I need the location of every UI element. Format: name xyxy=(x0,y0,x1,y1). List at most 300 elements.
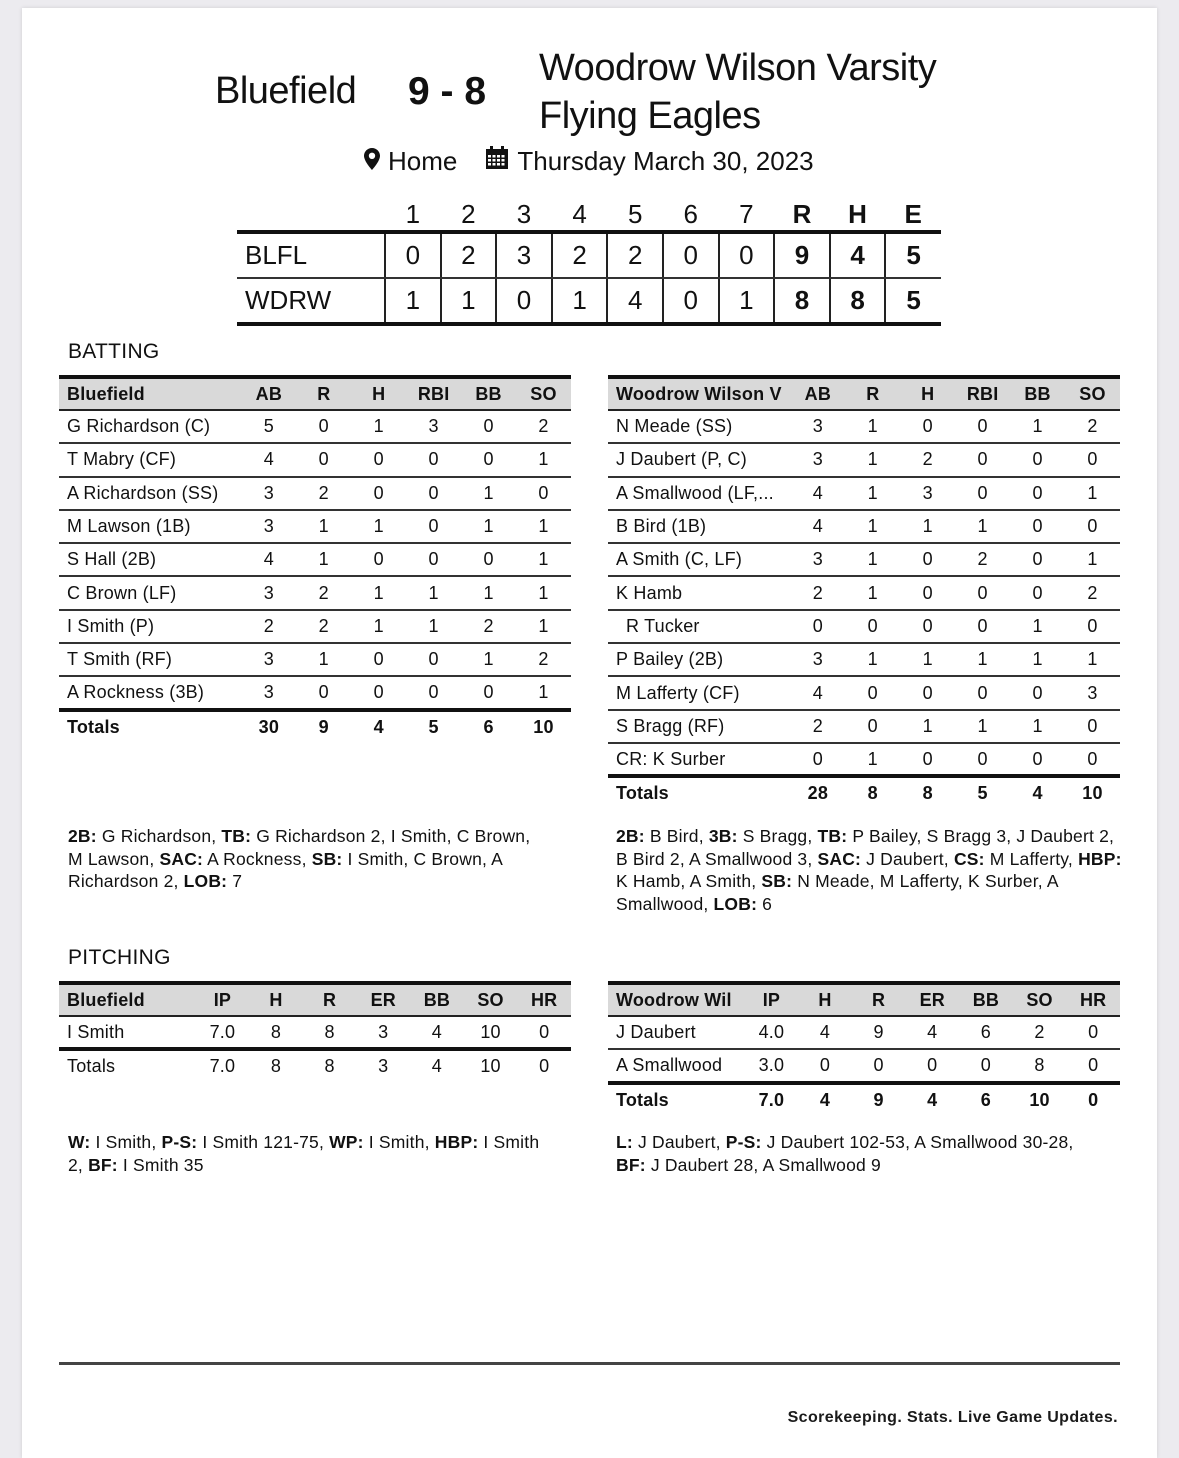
note-label: P-S: xyxy=(161,1132,198,1152)
footer-divider xyxy=(59,1362,1120,1365)
calendar-icon xyxy=(485,146,509,177)
stat-cell: 4.0 xyxy=(745,1016,799,1049)
inning-header: 2 xyxy=(461,198,476,229)
totals-cell: 8 xyxy=(324,1056,335,1077)
stat-cell: 0 xyxy=(955,443,1010,476)
stat-cell: 1 xyxy=(955,710,1010,743)
totals-cell: 0 xyxy=(539,1056,550,1077)
stat-cell: 0 xyxy=(517,1016,571,1049)
column-header: BB xyxy=(410,983,464,1016)
stat-cell: 0 xyxy=(955,410,1010,443)
stat-cell: 0 xyxy=(1010,510,1065,543)
stat-cell: 1 xyxy=(1065,543,1120,576)
stat-cell: 3 xyxy=(241,576,296,609)
stat-cell: 0 xyxy=(900,610,955,643)
batting-table-home xyxy=(59,375,571,743)
table-header xyxy=(608,377,1120,410)
stat-cell: 6 xyxy=(959,1016,1013,1049)
stat-cell: 0 xyxy=(351,477,406,510)
player-name[interactable]: A Smith (C, LF) xyxy=(608,543,790,576)
team-header: Bluefield xyxy=(59,983,196,1016)
stat-cell: 1 xyxy=(516,576,571,609)
column-header: SO xyxy=(516,377,571,410)
stat-cell: 3 xyxy=(241,477,296,510)
column-header: HR xyxy=(517,983,571,1016)
note-label: LOB: xyxy=(183,871,228,891)
game-header xyxy=(22,8,1157,176)
table-row xyxy=(608,610,1120,643)
note-label: BF: xyxy=(88,1154,118,1175)
batting-table-away xyxy=(608,375,1120,810)
inning-score: 0 xyxy=(663,232,719,278)
stat-cell: 0 xyxy=(1065,443,1120,476)
note-text: 6 xyxy=(757,893,773,914)
stat-cell: 0 xyxy=(1066,1016,1120,1049)
stat-cell: 0 xyxy=(296,443,351,476)
note-text: I Smith, C Brown, A Richardson 2, xyxy=(68,848,503,891)
table-row xyxy=(608,743,1120,776)
totals-cell: 30 xyxy=(258,716,280,737)
stat-cell: 0 xyxy=(1065,610,1120,643)
stat-cell: 10 xyxy=(464,1016,518,1049)
player-name[interactable]: J Daubert (P, C) xyxy=(608,443,790,476)
note-label: 2B: xyxy=(68,826,97,846)
line-score-header xyxy=(237,198,941,232)
stat-cell: 2 xyxy=(296,576,351,609)
column-header: ER xyxy=(356,983,410,1016)
totals-cell: 28 xyxy=(807,783,829,804)
column-header: H xyxy=(351,377,406,410)
stat-cell: 8 xyxy=(303,1016,357,1049)
stat-cell: 1 xyxy=(845,443,900,476)
stat-cell: 3 xyxy=(241,510,296,543)
stat-cell: 2 xyxy=(900,443,955,476)
stat-cell: 0 xyxy=(351,543,406,576)
stat-cell: 0 xyxy=(900,743,955,776)
totals-row xyxy=(59,710,571,743)
totals-cell: 10 xyxy=(1082,783,1103,804)
note-label: W: xyxy=(68,1132,91,1152)
line-score-table xyxy=(237,198,941,326)
stat-cell: 3 xyxy=(1065,676,1120,709)
table-row xyxy=(608,643,1120,676)
stat-cell: 1 xyxy=(296,643,351,676)
totals-cell: 4 xyxy=(819,1089,831,1110)
inning-header: 3 xyxy=(516,198,532,229)
stat-cell: 1 xyxy=(845,543,900,576)
hits-header: H xyxy=(848,198,867,229)
inning-score: 0 xyxy=(663,278,719,324)
stat-cell: 0 xyxy=(351,643,406,676)
stat-cell: 0 xyxy=(1010,543,1065,576)
team-abbr: BLFL xyxy=(237,232,385,278)
header-row xyxy=(608,983,1120,1016)
inning-score: 0 xyxy=(719,232,775,278)
table-row xyxy=(59,1016,571,1049)
stat-cell: 7.0 xyxy=(196,1016,250,1049)
stat-cell: 1 xyxy=(1010,643,1065,676)
stat-cell: 1 xyxy=(845,410,900,443)
table-row xyxy=(59,576,571,609)
stat-cell: 4 xyxy=(905,1016,959,1049)
stat-cell: 2 xyxy=(1065,410,1120,443)
inning-score: 4 xyxy=(607,278,663,324)
player-name[interactable]: C Brown (LF) xyxy=(59,576,241,609)
stat-cell: 1 xyxy=(845,743,900,776)
stat-cell: 4 xyxy=(241,443,296,476)
table-row xyxy=(608,443,1120,476)
line-score-row-home xyxy=(237,232,941,278)
table-row xyxy=(608,510,1120,543)
stat-cell: 8 xyxy=(1013,1049,1067,1082)
stat-cell: 0 xyxy=(406,477,461,510)
totals-cell: 7.0 xyxy=(209,1056,236,1077)
stat-cell: 0 xyxy=(1010,743,1065,776)
table-row xyxy=(608,543,1120,576)
totals-cell: 5 xyxy=(977,783,988,804)
player-name[interactable]: I Smith (P) xyxy=(59,610,241,643)
player-name[interactable]: B Bird (1B) xyxy=(608,510,790,543)
inning-header: 1 xyxy=(405,198,421,229)
stat-cell: 4 xyxy=(410,1016,464,1049)
inning-score: 0 xyxy=(385,232,441,278)
stat-cell: 0 xyxy=(516,477,571,510)
stat-cell: 1 xyxy=(516,510,571,543)
totals-cell: 6 xyxy=(483,716,494,737)
stat-cell: 1 xyxy=(1010,410,1065,443)
stat-cell: 2 xyxy=(790,710,845,743)
totals-cell: 4 xyxy=(1032,783,1043,804)
away-team-name-line2: Flying Eagles xyxy=(539,95,761,137)
inning-header: 4 xyxy=(572,198,587,229)
note-label: HBP: xyxy=(434,1132,479,1152)
team-header: Woodrow Wilson V xyxy=(608,377,790,410)
player-name[interactable]: R Tucker xyxy=(608,610,790,643)
inning-header: 7 xyxy=(739,198,754,229)
stat-cell: 3 xyxy=(790,410,845,443)
stat-cell: 0 xyxy=(852,1049,906,1082)
column-header: H xyxy=(900,377,955,410)
stat-cell: 1 xyxy=(1010,710,1065,743)
stat-cell: 0 xyxy=(900,576,955,609)
stat-cell: 1 xyxy=(845,643,900,676)
player-name[interactable]: T Mabry (CF) xyxy=(59,443,241,476)
player-name[interactable]: M Lafferty (CF) xyxy=(608,676,790,709)
stat-cell: 4 xyxy=(241,543,296,576)
note-label: HBP: xyxy=(1078,848,1122,869)
note-label: SB: xyxy=(761,871,793,891)
note-text: I Smith, xyxy=(90,1132,162,1152)
total-runs: 8 xyxy=(774,278,830,324)
note-label: CS: xyxy=(953,848,985,869)
stat-cell: 0 xyxy=(296,676,351,709)
stat-cell: 0 xyxy=(900,543,955,576)
table-row xyxy=(59,543,571,576)
stat-cell: 0 xyxy=(296,410,351,443)
column-header: RBI xyxy=(955,377,1010,410)
stat-cell: 1 xyxy=(516,610,571,643)
team-abbr: WDRW xyxy=(237,278,385,324)
inning-header: 5 xyxy=(627,198,643,229)
stat-cell: 2 xyxy=(516,643,571,676)
stat-cell: 0 xyxy=(790,610,845,643)
stat-cell: 2 xyxy=(296,477,351,510)
player-name[interactable]: J Daubert xyxy=(608,1016,745,1049)
totals-label: Totals xyxy=(616,1089,669,1110)
batting-notes-away xyxy=(616,825,1126,915)
line-score-row-away xyxy=(237,278,941,324)
stat-cell: 0 xyxy=(461,410,516,443)
totals-cell: 8 xyxy=(867,783,878,804)
boxscore-sheet xyxy=(22,8,1157,1458)
column-header: R xyxy=(303,983,357,1016)
stat-cell: 1 xyxy=(461,477,516,510)
note-text: B Bird, xyxy=(644,826,709,846)
stat-cell: 3 xyxy=(406,410,461,443)
stat-cell: 1 xyxy=(955,510,1010,543)
totals-label: Totals xyxy=(616,783,669,804)
stat-cell: 1 xyxy=(845,477,900,510)
stat-cell: 0 xyxy=(351,443,406,476)
stat-cell: 8 xyxy=(249,1016,303,1049)
pitching-table-away xyxy=(608,981,1120,1116)
totals-cell: 8 xyxy=(922,783,933,804)
header-row xyxy=(59,377,571,410)
stat-cell: 9 xyxy=(852,1016,906,1049)
stat-cell: 1 xyxy=(900,710,955,743)
player-name[interactable]: A Richardson (SS) xyxy=(59,477,241,510)
note-label: TB: xyxy=(817,826,848,846)
stat-cell: 0 xyxy=(790,743,845,776)
stat-cell: 4 xyxy=(790,477,845,510)
inning-score: 1 xyxy=(441,278,497,324)
stat-cell: 0 xyxy=(955,576,1010,609)
column-header: SO xyxy=(464,983,518,1016)
table-row xyxy=(608,477,1120,510)
stat-cell: 3 xyxy=(356,1016,410,1049)
stat-cell: 0 xyxy=(406,443,461,476)
team-header: Woodrow Wil xyxy=(608,983,745,1016)
note-label: P-S: xyxy=(725,1132,762,1152)
table-row xyxy=(608,1049,1120,1082)
column-header: IP xyxy=(196,983,250,1016)
player-name[interactable]: N Meade (SS) xyxy=(608,410,790,443)
totals-cell: 4 xyxy=(373,716,384,737)
player-name[interactable]: I Smith xyxy=(59,1016,196,1049)
stat-cell: 0 xyxy=(1010,443,1065,476)
note-text: J Daubert 28, A Smallwood 9 xyxy=(645,1154,881,1175)
note-text: A Rockness, xyxy=(203,848,312,869)
game-meta xyxy=(364,146,814,177)
stat-cell: 1 xyxy=(406,576,461,609)
header-row xyxy=(608,377,1120,410)
stat-cell: 1 xyxy=(516,543,571,576)
stat-cell: 1 xyxy=(351,410,406,443)
stat-cell: 2 xyxy=(461,610,516,643)
column-header: HR xyxy=(1066,983,1120,1016)
stat-cell: 2 xyxy=(1013,1016,1067,1049)
column-header: BB xyxy=(1010,377,1065,410)
game-location: Home xyxy=(388,146,458,176)
note-text: M Lafferty, xyxy=(984,848,1079,869)
stat-cell: 1 xyxy=(516,676,571,709)
stat-cell: 3 xyxy=(790,443,845,476)
totals-cell: 8 xyxy=(270,1056,282,1077)
stat-cell: 1 xyxy=(845,510,900,543)
stat-cell: 0 xyxy=(900,676,955,709)
stat-cell: 2 xyxy=(296,610,351,643)
note-label: TB: xyxy=(221,826,252,846)
stat-cell: 2 xyxy=(241,610,296,643)
column-header: SO xyxy=(1065,377,1120,410)
stat-cell: 0 xyxy=(1010,576,1065,609)
pitching-section-title: PITCHING xyxy=(68,946,171,969)
player-name[interactable]: S Hall (2B) xyxy=(59,543,241,576)
pitching-notes-home xyxy=(68,1131,558,1176)
table-header xyxy=(59,377,571,410)
stat-cell: 0 xyxy=(1065,510,1120,543)
note-label: SB: xyxy=(311,848,343,869)
column-header: R xyxy=(852,983,906,1016)
player-name[interactable]: A Smallwood xyxy=(608,1049,745,1082)
stat-cell: 1 xyxy=(351,610,406,643)
note-text: S Bragg, xyxy=(737,826,818,846)
stat-cell: 0 xyxy=(1066,1049,1120,1082)
totals-row xyxy=(59,1049,571,1082)
inning-score: 2 xyxy=(552,232,608,278)
player-name[interactable]: G Richardson (C) xyxy=(59,410,241,443)
table-header xyxy=(608,983,1120,1016)
player-name[interactable]: CR: K Surber xyxy=(608,743,790,776)
footer-tagline: Scorekeeping. Stats. Live Game Updates. xyxy=(787,1409,1118,1426)
stat-cell: 1 xyxy=(406,610,461,643)
note-text: I Smith 35 xyxy=(117,1154,204,1175)
note-label: 2B: xyxy=(616,826,645,846)
column-header: AB xyxy=(241,377,296,410)
stat-cell: 0 xyxy=(959,1049,1013,1082)
away-team-name-line1: Woodrow Wilson Varsity xyxy=(539,47,937,89)
note-label: 3B: xyxy=(708,826,738,846)
note-text: I Smith 2, xyxy=(68,1132,540,1175)
stat-cell: 1 xyxy=(1010,610,1065,643)
note-label: L: xyxy=(616,1132,633,1152)
stat-cell: 0 xyxy=(351,676,406,709)
column-header: IP xyxy=(745,983,799,1016)
note-text: K Hamb, A Smith, xyxy=(616,871,762,891)
stat-cell: 0 xyxy=(955,743,1010,776)
stat-cell: 1 xyxy=(955,643,1010,676)
totals-row xyxy=(608,1083,1120,1116)
column-header: SO xyxy=(1013,983,1067,1016)
stat-cell: 0 xyxy=(1065,743,1120,776)
table-row xyxy=(608,576,1120,609)
pitching-table-home xyxy=(59,981,571,1083)
stat-cell: 0 xyxy=(461,543,516,576)
stat-cell: 0 xyxy=(1010,676,1065,709)
totals-cell: 5 xyxy=(428,716,439,737)
stat-cell: 0 xyxy=(845,710,900,743)
note-text: P Bailey, S Bragg 3, J Daubert 2, B Bird 2, A Smallwood 3, xyxy=(616,826,1115,869)
stat-cell: 3 xyxy=(790,643,845,676)
stat-cell: 4 xyxy=(798,1016,852,1049)
stat-cell: 4 xyxy=(790,676,845,709)
player-name[interactable]: S Bragg (RF) xyxy=(608,710,790,743)
batting-section-title: BATTING xyxy=(68,340,160,363)
pitching-notes-away xyxy=(616,1131,1096,1176)
stat-cell: 1 xyxy=(516,443,571,476)
player-name[interactable]: T Smith (RF) xyxy=(59,643,241,676)
totals-cell: 0 xyxy=(1088,1089,1099,1110)
stat-cell: 3 xyxy=(241,676,296,709)
note-text: N Meade, M Lafferty, K Surber, A Smallwood, xyxy=(616,871,1058,914)
stat-cell: 0 xyxy=(955,610,1010,643)
note-text: I Smith 121-75, xyxy=(197,1132,330,1152)
table-row xyxy=(59,443,571,476)
note-label: SAC: xyxy=(817,848,862,869)
table-row xyxy=(608,676,1120,709)
player-name[interactable]: A Smallwood (LF,... xyxy=(608,477,790,510)
player-name[interactable]: P Bailey (2B) xyxy=(608,643,790,676)
home-team-name: Bluefield xyxy=(215,70,357,112)
inning-score: 2 xyxy=(607,232,663,278)
totals-label: Totals xyxy=(67,716,120,737)
note-label: BF: xyxy=(616,1154,646,1175)
stat-cell: 1 xyxy=(461,576,516,609)
stat-cell: 1 xyxy=(900,643,955,676)
player-name[interactable]: K Hamb xyxy=(608,576,790,609)
table-row xyxy=(608,1016,1120,1049)
column-header: R xyxy=(296,377,351,410)
stat-cell: 2 xyxy=(1065,576,1120,609)
game-date: Thursday March 30, 2023 xyxy=(517,146,814,176)
inning-score: 3 xyxy=(496,232,552,278)
table-row xyxy=(59,676,571,709)
stat-cell: 0 xyxy=(406,676,461,709)
column-header: BB xyxy=(461,377,516,410)
totals-cell: 9 xyxy=(873,1089,884,1110)
column-header: H xyxy=(798,983,852,1016)
stat-cell: 0 xyxy=(461,443,516,476)
stat-cell: 0 xyxy=(905,1049,959,1082)
totals-cell: 7.0 xyxy=(758,1089,785,1110)
stat-cell: 2 xyxy=(955,543,1010,576)
totals-label: Totals xyxy=(67,1056,116,1077)
totals-cell: 4 xyxy=(431,1056,443,1077)
inning-header: 6 xyxy=(683,198,698,229)
stat-cell: 1 xyxy=(296,543,351,576)
player-name[interactable]: M Lawson (1B) xyxy=(59,510,241,543)
note-label: LOB: xyxy=(713,893,758,914)
stat-cell: 0 xyxy=(845,610,900,643)
note-text: J Daubert, xyxy=(861,848,954,869)
table-row xyxy=(59,643,571,676)
stat-cell: 0 xyxy=(406,510,461,543)
inning-score: 1 xyxy=(385,278,441,324)
note-text: I Smith, xyxy=(363,1132,435,1152)
final-score: 9 - 8 xyxy=(408,70,487,113)
team-header: Bluefield xyxy=(59,377,241,410)
stat-cell: 0 xyxy=(900,410,955,443)
total-hits: 4 xyxy=(830,232,886,278)
stat-cell: 0 xyxy=(955,477,1010,510)
note-label: SAC: xyxy=(159,848,204,869)
stat-cell: 2 xyxy=(516,410,571,443)
player-name[interactable]: A Rockness (3B) xyxy=(59,676,241,709)
totals-cell: 4 xyxy=(927,1089,938,1110)
inning-score: 1 xyxy=(719,278,775,324)
stat-cell: 0 xyxy=(845,676,900,709)
stat-cell: 3 xyxy=(900,477,955,510)
